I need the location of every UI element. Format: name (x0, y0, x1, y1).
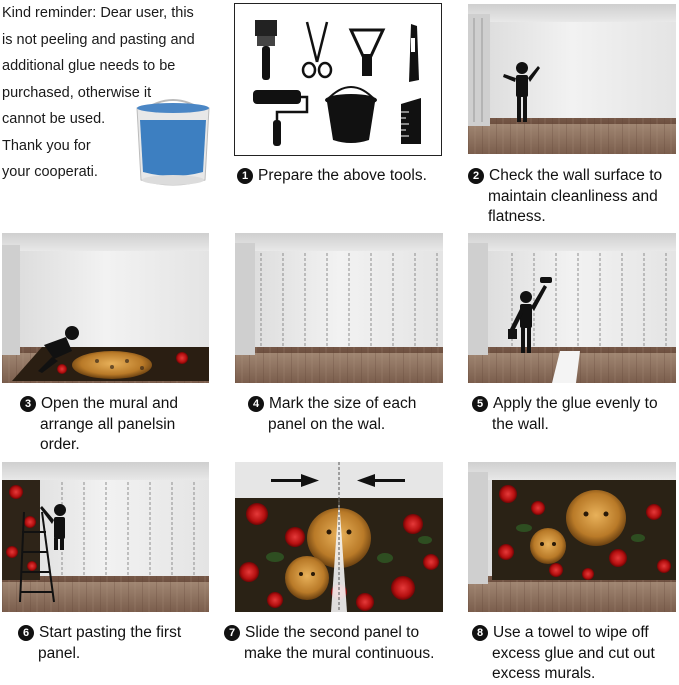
glue-bucket-icon (133, 98, 213, 188)
caption-line: order. (40, 436, 80, 453)
caption-line: Slide the second panel to (245, 624, 420, 641)
caption-line: arrange all panelsin (40, 415, 176, 433)
step-5-image (468, 233, 676, 383)
step-caption (237, 166, 452, 187)
step-caption (472, 623, 679, 685)
step-number-badge: 2 (468, 168, 484, 184)
step-number-badge: 1 (237, 168, 253, 184)
caption-line: panel on the wal. (268, 415, 386, 433)
step-number-badge: 4 (248, 396, 264, 412)
step-number-badge: 6 (18, 625, 34, 641)
caption-line: Mark the size of each (269, 395, 417, 412)
caption-line: flatness. (488, 208, 546, 225)
caption-line: the wall. (492, 415, 549, 433)
leopard-cub-head (285, 556, 329, 600)
reminder-line: your cooperati. (2, 164, 98, 180)
scissors-icon (303, 22, 331, 77)
reminder-line: additional glue needs to be (2, 58, 176, 74)
step-8-image (468, 462, 676, 612)
bucket-icon (325, 87, 377, 143)
step-3-image (2, 233, 209, 383)
caption-line: panel. (38, 644, 81, 662)
brush-icon (255, 20, 277, 80)
step-caption (18, 623, 223, 664)
caption-line: Prepare the above tools. (258, 167, 427, 184)
step-number-badge: 5 (472, 396, 488, 412)
scraper-icon (351, 30, 383, 76)
reminder-line: is not peeling and pasting and (2, 31, 195, 48)
caption-line: Open the mural and (41, 395, 179, 412)
step-7-image (235, 462, 443, 612)
reminder-line: Thank you for (2, 137, 91, 154)
utility-knife-icon (409, 24, 419, 82)
step-caption (472, 394, 679, 435)
paint-roller-icon (253, 90, 307, 146)
step-6-image (2, 462, 209, 612)
step-number-badge: 3 (20, 396, 36, 412)
step-caption (224, 623, 464, 664)
step-caption (20, 394, 220, 456)
step-number-badge: 7 (224, 625, 240, 641)
reminder-line: purchased, otherwise it (2, 84, 152, 101)
ruler-icon (401, 98, 421, 144)
step-caption (468, 166, 679, 228)
caption-line: Start pasting the first (39, 624, 182, 641)
caption-line: excess glue and cut out (492, 644, 655, 662)
step-2-image (468, 4, 676, 154)
tools-panel (234, 3, 442, 156)
step-4-image (235, 233, 443, 383)
reminder-line: Kind reminder: Dear user, this (2, 5, 194, 21)
caption-line: Apply the glue evenly to (493, 395, 658, 412)
caption-line: excess murals. (492, 665, 596, 682)
step-number-badge: 8 (472, 625, 488, 641)
step-caption (248, 394, 448, 435)
caption-line: make the mural continuous. (244, 644, 435, 662)
caption-line: Check the wall surface to (489, 167, 663, 184)
reminder-line: cannot be used. (2, 111, 106, 127)
caption-line: Use a towel to wipe off (493, 624, 649, 641)
caption-line: maintain cleanliness and (488, 187, 658, 205)
